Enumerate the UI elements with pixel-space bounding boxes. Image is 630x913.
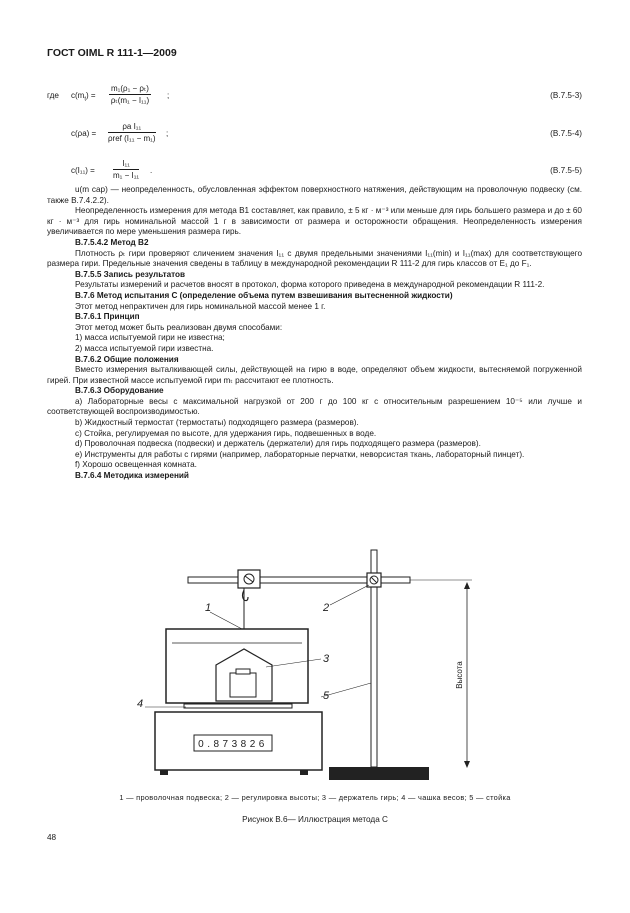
balance-pan bbox=[184, 704, 292, 708]
eq2-number: (B.7.5-4) bbox=[550, 129, 582, 138]
eq1-lhs: $c(m_t)$ = bbox=[71, 91, 96, 103]
paragraph: Неопределенность измерения для метода В1 составляет, как правило, ± 5 кг · м⁻³ или меньше для гирь большего размера и до ± 60 кг · м⁻³ для гирь номинальной массой 1 г в зависимости от размера и осторожности обращения. Неопределенность измерения увеличивается по мере уменьшения размера гирь. bbox=[47, 206, 582, 237]
balance-display bbox=[194, 735, 272, 751]
page-header: ГОСТ OIML R 111-1—2009 bbox=[47, 47, 177, 59]
callout-3: 3 bbox=[323, 653, 330, 665]
figure-legend: 1 — проволочная подвеска; 2 — регулировка высоты; 3 — держатель гирь; 4 — чашка весов; 5 — стойка bbox=[119, 793, 511, 802]
section-heading: В.7.6.3 Оборудование bbox=[75, 386, 164, 396]
body-text bbox=[47, 185, 582, 482]
eq3-numerator: I₁₁ bbox=[113, 159, 139, 170]
section-heading: В.7.5.5 Запись результатов bbox=[75, 269, 186, 279]
figure-caption: Рисунок В.6— Иллюстрация метода С bbox=[242, 815, 388, 824]
list-item: 2) масса испытуемой гири известна. bbox=[75, 343, 214, 353]
section-heading: В.7.6.1 Принцип bbox=[75, 312, 140, 322]
eq1-number: (B.7.5-3) bbox=[550, 91, 582, 100]
paragraph: u(m cap) — неопределенность, обусловленная эффектом поверхностного натяжения, действующим на проволочную подвеску (см. также В.7.4.2.2). bbox=[47, 185, 582, 205]
eq2-tail: ; bbox=[166, 129, 169, 138]
paragraph: Этот метод непрактичен для гирь номинальной массой менее 1 г. bbox=[75, 301, 326, 311]
eq1-tail: ; bbox=[167, 91, 170, 100]
eq2-lhs: c(ρa) = bbox=[71, 129, 97, 138]
figure-method-c bbox=[0, 545, 630, 790]
callout-4: 4 bbox=[137, 698, 144, 710]
list-item: b) Жидкостный термостат (термостаты) подходящего размера (размеров). bbox=[75, 418, 359, 428]
page-number: 48 bbox=[47, 833, 57, 842]
eq2-fraction bbox=[108, 122, 156, 143]
paragraph: Результаты измерений и расчетов вносят в протокол, форма которого приведена в международной рекомендации R 111-2. bbox=[75, 280, 545, 290]
callout-5: 5 bbox=[323, 690, 330, 702]
display-readout: 0.873826 bbox=[198, 739, 268, 750]
paragraph: Плотность ρₜ гири проверяют сличением значения I₁₁ с двумя предельными значениями I₁₁(min) и I₁₁(max) для соответствующего размера гири. Предельные значения сведены в таблицу в международной рекомендации R 111-2 для гирь классов от E₁ до F₁. bbox=[47, 248, 582, 269]
eq3-lhs: c(I₁₁) = bbox=[71, 166, 95, 175]
eq3-denominator: m₁ − I₁₁ bbox=[113, 171, 140, 180]
section-heading: В.7.5.4.2 Метод В2 bbox=[75, 237, 149, 247]
callout-1: 1 bbox=[205, 602, 212, 614]
eq1-denominator: ρₜ(m₁ − I₁₁) bbox=[110, 96, 150, 105]
section-heading: В.7.6.2 Общие положения bbox=[75, 354, 179, 364]
stand-base bbox=[329, 767, 429, 780]
eq3-fraction bbox=[113, 159, 139, 180]
list-item: 1) масса испытуемой гири не известна; bbox=[75, 333, 225, 343]
where-label: где bbox=[47, 91, 59, 100]
paragraph: Вместо измерения выталкивающей силы, действующей на гирю в воде, определяют объем жидкости, вытесняемой погруженной гирей. При известной массе испытуемой гири mₜ рассчитают ее плотность. bbox=[47, 365, 582, 385]
eq1-numerator: m₁(ρ₁ − ρₜ) bbox=[111, 84, 149, 93]
eq3-number: (B.7.5-5) bbox=[550, 166, 582, 175]
eq1-fraction bbox=[109, 84, 151, 105]
list-item: a) Лабораторные весы с максимальной нагрузкой от 200 г до 100 кг с относительным разрешением 10⁻⁵ или лучше и соответствующей воспроизводимостью. bbox=[47, 396, 582, 417]
list-item: d) Проволочная подвеска (подвески) и держатель (держатели) для гирь подходящего размера (размеров). bbox=[75, 439, 481, 449]
list-item: f) Хорошо освещенная комната. bbox=[75, 460, 197, 470]
callout-2: 2 bbox=[323, 602, 330, 614]
paragraph: Этот метод может быть реализован двумя способами: bbox=[75, 322, 283, 332]
test-weight bbox=[230, 673, 256, 697]
eq2-numerator: ρa I₁₁ bbox=[108, 122, 156, 133]
list-item: e) Инструменты для работы с гирями (например, лабораторные перчатки, неворсистая ткань, лабораторный пинцет). bbox=[75, 449, 525, 459]
eq3-tail: . bbox=[150, 166, 153, 175]
list-item: c) Стойка, регулируемая по высоте, для удержания гирь, подвешенных в воде. bbox=[75, 428, 377, 438]
eq2-denominator: ρref (I₁₁ − m₁) bbox=[108, 134, 156, 143]
height-label: Высота bbox=[455, 661, 464, 689]
section-heading: В.7.6.4 Методика измерений bbox=[75, 471, 189, 481]
section-heading: В.7.6 Метод испытания С (определение объема путем взвешивания вытесненной жидкости) bbox=[75, 290, 453, 300]
